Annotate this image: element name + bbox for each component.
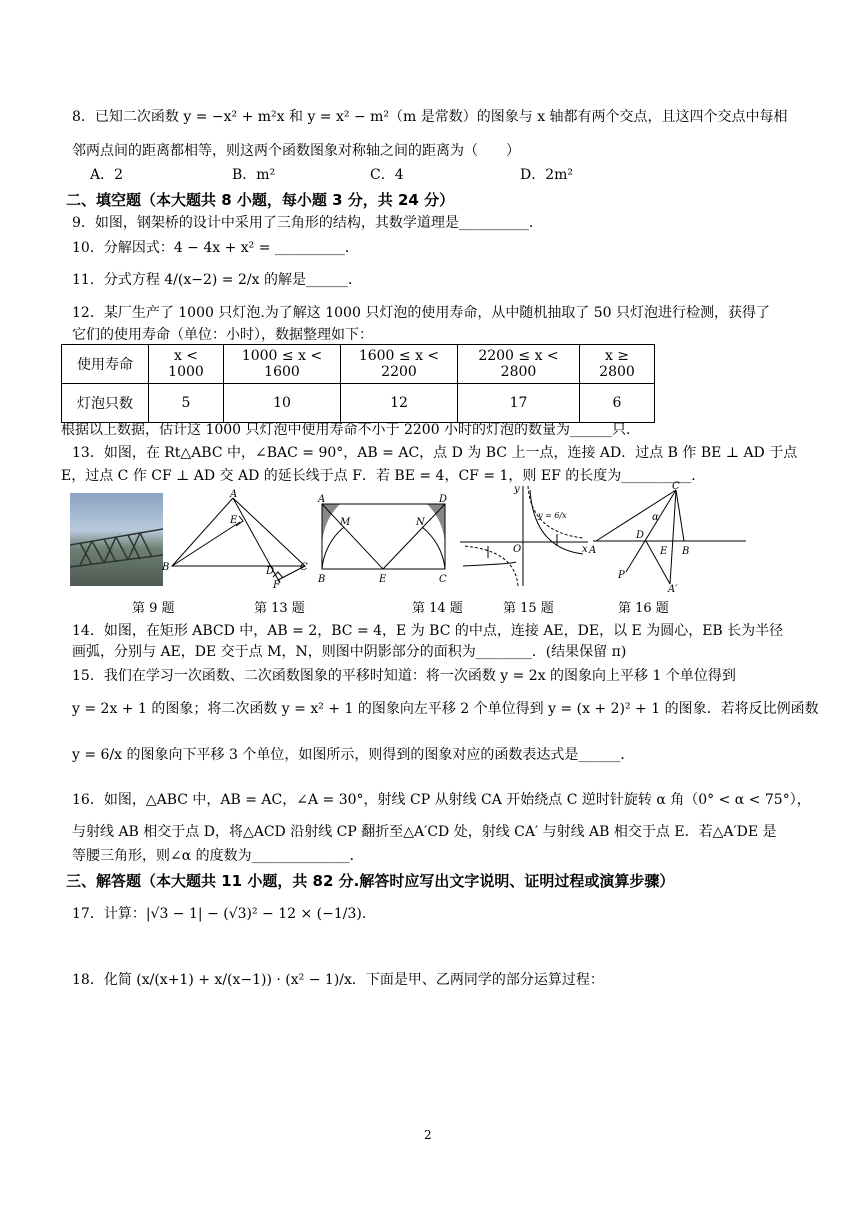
table-cell: 12 (341, 384, 458, 423)
f13-label: C (300, 562, 308, 573)
f13-label: B (162, 562, 170, 573)
q16-line2: 与射线 AB 相交于点 D，将△ACD 沿射线 CP 翻折至△A′CD 处，射线 CA′ 与射线 AB 相交于点 E．若△A′DE 是 (72, 824, 777, 840)
bridge-photo (70, 493, 163, 586)
f16-label: A (589, 545, 597, 556)
f15-label: y = 6/x (538, 511, 567, 520)
table-cell: x ≥ 2800 (580, 345, 655, 384)
f16-label: α (652, 512, 659, 523)
f13-label: F (273, 580, 280, 588)
page-number: 2 (424, 1128, 432, 1142)
q8-option-b: B．m² (232, 167, 276, 183)
f14-label: D (439, 494, 448, 505)
f15-label: x (582, 544, 588, 555)
q11-text: 11．分式方程 4/(x−2) = 2/x 的解是______． (72, 272, 362, 288)
figure-16 (588, 480, 748, 592)
q13-line2: E，过点 C 作 CF ⊥ AD 交 AD 的延长线于点 F．若 BE = 4，CF = 1，则 EF 的长度为__________． (61, 468, 706, 484)
f14-label: B (318, 574, 326, 585)
table-cell: 2200 ≤ x < 2800 (458, 345, 580, 384)
table-cell: 5 (149, 384, 224, 423)
q12-data-table (61, 344, 655, 423)
table-cell: 6 (580, 384, 655, 423)
section2-title: 二、填空题（本大题共 8 小题，每小题 3 分，共 24 分） (66, 191, 455, 209)
f15-label: O (513, 544, 522, 555)
f16-label: E (660, 546, 668, 557)
f15-label: y (514, 484, 520, 495)
q14-line2: 画弧，分别与 AE，DE 交于点 M，N，则图中阴影部分的面积为________．(结果保留 π) (72, 644, 627, 660)
figure-13 (160, 488, 310, 588)
f16-label: C (672, 481, 680, 492)
q9-text: 9．如图，钢架桥的设计中采用了三角形的结构，其数学道理是__________． (72, 215, 543, 231)
caption-q14: 第 14 题 (412, 601, 463, 616)
table-cell: 1000 ≤ x < 1600 (224, 345, 341, 384)
f16-label: B (682, 546, 690, 557)
q8-option-a: A．2 (90, 167, 124, 183)
f13-label: A (230, 489, 238, 500)
table-cell: x < 1000 (149, 345, 224, 384)
q12-line2: 它们的使用寿命（单位：小时），数据整理如下： (72, 327, 373, 343)
q16-line1: 16．如图，△ABC 中，AB = AC，∠A = 30°，射线 CP 从射线 CA 开始绕点 C 逆时针旋转 α 角（0° < α < 75°）， (72, 792, 811, 808)
q15-line2: y = 2x + 1 的图象；将二次函数 y = x² + 1 的图象向左平移 2 个单位得到 y = (x + 2)² + 1 的图象．若将反比例函数 (72, 701, 819, 717)
q18-text: 18．化简 (x/(x+1) + x/(x−1)) · (x² − 1)/x．下面是甲、乙两同学的部分运算过程： (72, 972, 604, 988)
f16-label: P (618, 570, 625, 581)
table-cell: 使用寿命 (62, 345, 149, 384)
q17-text: 17．计算：|√3 − 1| − (√3)² − 12 × (−1/3)． (72, 906, 376, 922)
q12-line1: 12．某厂生产了 1000 只灯泡.为了解这 1000 只灯泡的使用寿命，从中随机抽取了 50 只灯泡进行检测，获得了 (72, 305, 771, 321)
q13-line1: 13．如图，在 Rt△ABC 中，∠BAC = 90°，AB = AC，点 D 为 BC 上一点，连接 AD．过点 B 作 BE ⊥ AD 于点 (72, 445, 798, 461)
q10-text: 10．分解因式：4 − 4x + x² = __________． (72, 240, 359, 256)
q8-option-c: C．4 (370, 167, 404, 183)
f14-label: A (318, 494, 326, 505)
q8-option-d: D．2m² (520, 167, 574, 183)
f13-label: E (230, 515, 238, 526)
q8-line2: 邻两点间的距离都相等，则这两个函数图象对称轴之间的距离为（ ） (72, 143, 520, 159)
f14-label: C (439, 574, 447, 585)
caption-q9: 第 9 题 (132, 601, 175, 616)
figure-14 (312, 492, 462, 586)
section3-title: 三、解答题（本大题共 11 小题，共 82 分.解答时应写出文字说明、证明过程或演算步骤） (66, 872, 675, 890)
q12-after: 根据以上数据，估计这 1000 只灯泡中使用寿命不小于 2200 小时的灯泡的数量为______只． (61, 422, 641, 438)
q16-line3: 等腰三角形，则∠α 的度数为______________． (72, 848, 364, 864)
caption-q15: 第 15 题 (503, 601, 554, 616)
table-cell: 灯泡只数 (62, 384, 149, 423)
q15-line1: 15．我们在学习一次函数、二次函数图象的平移时知道：将一次函数 y = 2x 的图象向上平移 1 个单位得到 (72, 668, 736, 684)
f13-label: D (266, 566, 275, 577)
f14-label: E (379, 574, 387, 585)
q14-line1: 14．如图，在矩形 ABCD 中，AB = 2，BC = 4，E 为 BC 的中点，连接 AE，DE，以 E 为圆心，EB 长为半径 (72, 623, 784, 639)
caption-q16: 第 16 题 (618, 601, 669, 616)
table-cell: 10 (224, 384, 341, 423)
f16-label: A′ (668, 584, 678, 592)
figure-15 (458, 482, 593, 590)
q8-line1: 8．已知二次函数 y = −x² + m²x 和 y = x² − m²（m 是常数）的图象与 x 轴都有两个交点，且这四个交点中每相 (72, 109, 788, 125)
table-cell: 1600 ≤ x < 2200 (341, 345, 458, 384)
f16-label: D (636, 530, 645, 541)
caption-q13: 第 13 题 (254, 601, 305, 616)
table-row (62, 384, 655, 423)
f14-label: N (416, 517, 425, 528)
q15-line3: y = 6/x 的图象向下平移 3 个单位，如图所示，则得到的图象对应的函数表达式是______． (72, 747, 635, 763)
table-cell: 17 (458, 384, 580, 423)
f14-label: M (340, 517, 351, 528)
table-row (62, 345, 655, 384)
